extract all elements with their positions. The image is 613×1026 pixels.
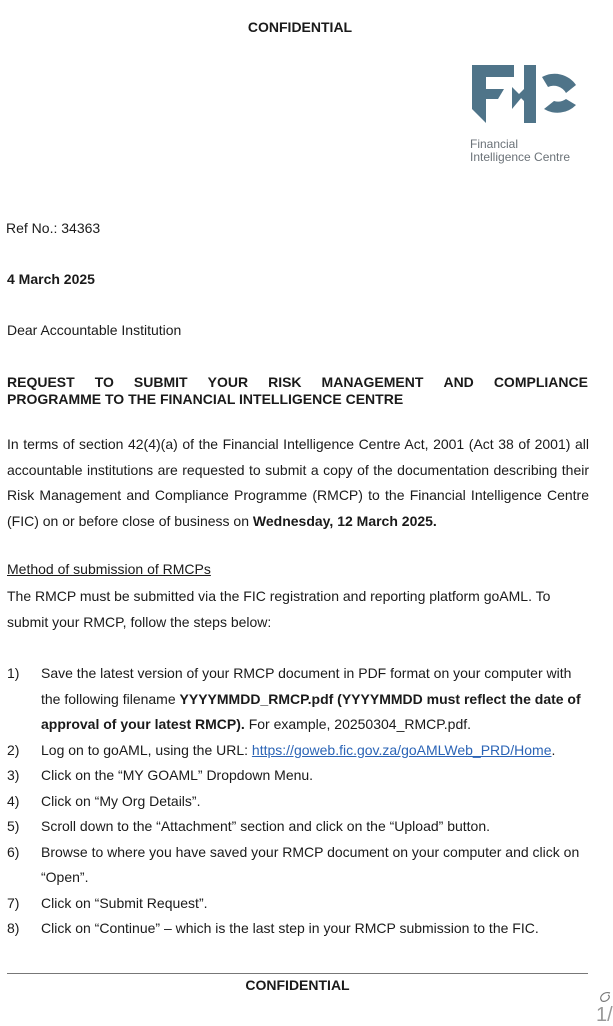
- list-item: [7, 840, 589, 891]
- subject-word: TO: [94, 374, 114, 390]
- method-text: The RMCP must be submitted via the FIC registration and reporting platform goAML. To submit your RMCP, follow the steps below:: [7, 588, 551, 630]
- step-text: Click on “My Org Details”.: [41, 792, 201, 809]
- intro-text: In terms of section 42(4)(a) of the Financial Intelligence Centre Act, 2001 (Act 38 of 2001) all accountable institutions are requested to submit a copy of the documentation describing their Risk Management and Compliance Programme (RMCP) to the Financial Intelligence Centre (FIC) on or before close of business on: [7, 436, 589, 529]
- step-text: Click on “Continue” – which is the last step in your RMCP submission to the FIC.: [41, 920, 539, 936]
- list-item: [7, 763, 589, 789]
- method-heading: Method of submission of RMCPs: [7, 561, 211, 577]
- salutation: Dear Accountable Institution: [7, 322, 182, 338]
- steps-list: [7, 661, 589, 942]
- letter-date: 4 March 2025: [7, 271, 95, 287]
- list-item: [7, 789, 589, 815]
- deadline: Wednesday, 12 March 2025.: [252, 512, 437, 529]
- list-item: [7, 891, 589, 917]
- step-number: 8): [7, 920, 20, 936]
- step-text: Click on the “MY GOAML” Dropdown Menu.: [41, 767, 314, 783]
- scribble-icon: [596, 991, 613, 1003]
- reference-number: Ref No.: 34363: [6, 220, 101, 236]
- step-number: 3): [7, 767, 20, 783]
- step-text: Browse to where you have saved your RMCP document on your computer and click on “Open”.: [41, 843, 580, 885]
- list-item: [7, 916, 589, 942]
- step-number: 1): [7, 665, 20, 681]
- logo-line-2: Intelligence Centre: [470, 150, 571, 164]
- list-item: [7, 661, 589, 738]
- step-number: 6): [7, 843, 20, 860]
- subject-line-2: PROGRAMME TO THE FINANCIAL INTELLIGENCE CENTRE: [7, 391, 404, 407]
- footer-divider: [7, 973, 588, 974]
- step-text: [41, 661, 589, 738]
- subject-word: MANAGEMENT: [321, 374, 424, 390]
- step-text-post: .: [551, 741, 556, 758]
- page-number-fragment: [596, 988, 613, 1024]
- goaml-link[interactable]: https://goweb.fic.gov.za/goAMLWeb_PRD/Home: [251, 741, 552, 758]
- footer-confidential: CONFIDENTIAL: [245, 977, 350, 993]
- filename-format: YYYYMMDD_RMCP.pdf (YYYYMMDD must reflect the date of approval of your latest RMCP).: [41, 690, 581, 732]
- list-item: [7, 814, 589, 840]
- fic-logo: [470, 63, 590, 164]
- step-text: Click on “Submit Request”.: [41, 894, 208, 911]
- step-text: [41, 738, 589, 764]
- subject-word: AND: [443, 374, 474, 390]
- fic-logo-icon: [470, 63, 578, 125]
- step-number: 5): [7, 818, 20, 834]
- step-number: 7): [7, 894, 20, 911]
- intro-paragraph: [7, 432, 589, 534]
- step-text-pre: Save the latest version of your RMCP document in PDF format on your computer with the following filename: [41, 665, 572, 707]
- subject-line-1: [7, 374, 588, 391]
- step-number: 4): [7, 792, 20, 809]
- list-item: [7, 738, 589, 764]
- step-text-pre: Log on to goAML, using the URL:: [41, 741, 252, 758]
- page-number: 1/: [596, 1004, 613, 1026]
- subject-word: SUBMIT: [133, 374, 188, 390]
- subject-word: YOUR: [207, 374, 249, 390]
- subject-word: REQUEST: [7, 374, 75, 390]
- header-confidential: CONFIDENTIAL: [247, 19, 353, 35]
- subject-word: RISK: [268, 374, 302, 390]
- subject-heading: [7, 374, 588, 408]
- subject-word: COMPLIANCE: [493, 374, 588, 390]
- step-text: Scroll down to the “Attachment” section and click on the “Upload” button.: [41, 818, 491, 834]
- step-number: 2): [7, 741, 20, 758]
- step-text-post: For example, 20250304_RMCP.pdf.: [244, 716, 472, 732]
- logo-line-1: Financial: [470, 137, 519, 151]
